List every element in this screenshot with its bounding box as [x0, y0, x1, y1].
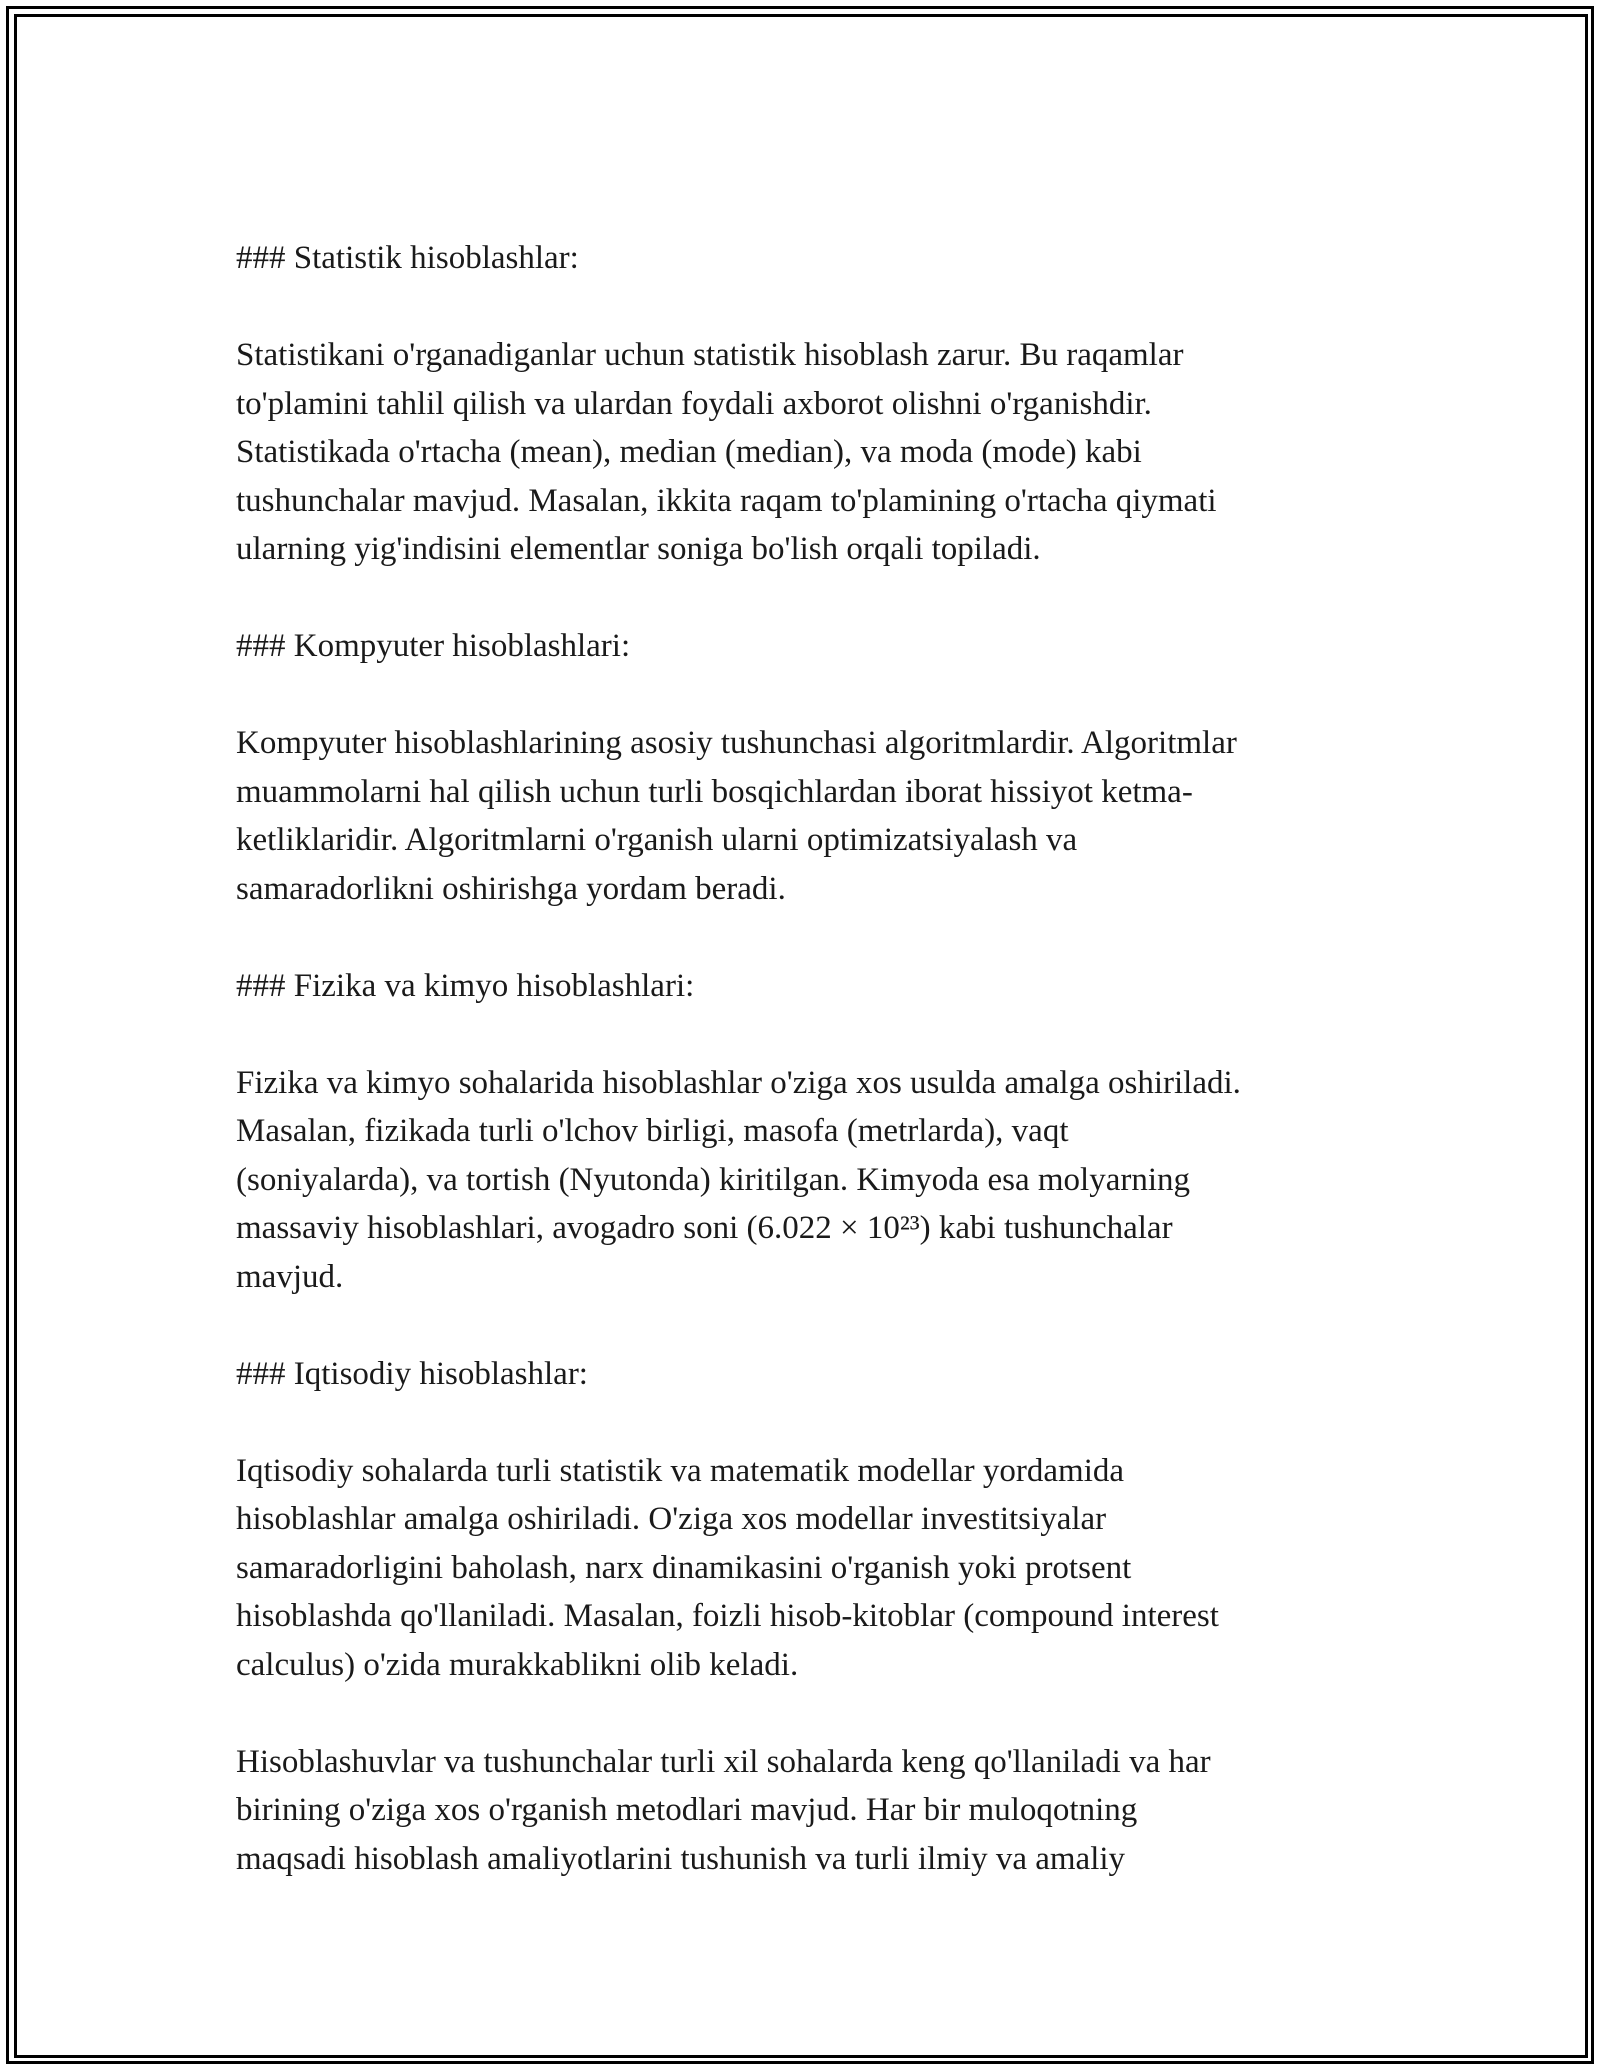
section-heading-fizika-kimyo: ### Fizika va kimyo hisoblashlari:: [236, 967, 695, 1004]
paragraph-line: muammolarni hal qilish uchun turli bosqichlardan iborat hissiyot ketma-: [236, 773, 1193, 810]
section-paragraph-kompyuter: [236, 719, 1366, 913]
paragraph-line: maqsadi hisoblash amaliyotlarini tushunish va turli ilmiy va amaliy: [236, 1840, 1126, 1877]
paragraph-line: ularning yig'indisini elementlar soniga bo'lish orqali topiladi.: [236, 531, 1041, 567]
paragraph-line: calculus) o'zida murakkablikni olib keladi.: [236, 1646, 799, 1683]
paragraph-line: samaradorlikni oshirishga yordam beradi.: [236, 870, 786, 907]
paragraph-line: samaradorligini baholash, narx dinamikasini o'rganish yoki protsent: [236, 1549, 1132, 1586]
paragraph-line: Fizika va kimyo sohalarida hisoblashlar o'ziga xos usulda amalga oshiriladi.: [236, 1064, 1241, 1101]
paragraph-line: mavjud.: [236, 1258, 344, 1295]
paragraph-line: Masalan, fizikada turli o'lchov birligi, masofa (metrlarda), vaqt: [236, 1113, 1069, 1149]
paragraph-line: hisoblashda qo'llaniladi. Masalan, foizli hisob-kitoblar (compound interest: [236, 1598, 1219, 1634]
paragraph-line: Statistikada o'rtacha (mean), median (median), va moda (mode) kabi: [236, 434, 1142, 470]
closing-paragraph: [236, 1738, 1366, 1884]
section-heading-iqtisodiy: ### Iqtisodiy hisoblashlar:: [236, 1355, 588, 1392]
paragraph-line: massaviy hisoblashlari, avogadro soni (6.022 × 10²³) kabi tushunchalar: [236, 1210, 1173, 1246]
paragraph-line: tushunchalar mavjud. Masalan, ikkita raqam to'plamining o'rtacha qiymati: [236, 482, 1217, 519]
paragraph-line: Hisoblashuvlar va tushunchalar turli xil sohalarda keng qo'llaniladi va har: [236, 1743, 1211, 1780]
document-body: [236, 234, 1366, 1932]
paragraph-line: hisoblashlar amalga oshiriladi. O'ziga xos modellar investitsiyalar: [236, 1501, 1107, 1537]
section-heading-kompyuter: ### Kompyuter hisoblashlari:: [236, 628, 631, 664]
section-paragraph-iqtisodiy: [236, 1447, 1366, 1690]
paragraph-line: birining o'ziga xos o'rganish metodlari mavjud. Har bir muloqotning: [236, 1792, 1138, 1828]
section-paragraph-statistik: [236, 331, 1366, 574]
paragraph-line: Kompyuter hisoblashlarining asosiy tushunchasi algoritmlardir. Algoritmlar: [236, 725, 1237, 761]
paragraph-line: Iqtisodiy sohalarda turli statistik va matematik modellar yordamida: [236, 1452, 1125, 1489]
section-paragraph-fizika-kimyo: [236, 1059, 1366, 1302]
paragraph-line: Statistikani o'rganadiganlar uchun statistik hisoblash zarur. Bu raqamlar: [236, 337, 1184, 373]
section-heading-statistik: ### Statistik hisoblashlar:: [236, 240, 579, 276]
paragraph-line: to'plamini tahlil qilish va ulardan foydali axborot olishni o'rganishdir.: [236, 385, 1152, 422]
paragraph-line: ketliklaridir. Algoritmlarni o'rganish ularni optimizatsiyalash va: [236, 822, 1078, 858]
paragraph-line: (soniyalarda), va tortish (Nyutonda) kiritilgan. Kimyoda esa molyarning: [236, 1161, 1191, 1198]
